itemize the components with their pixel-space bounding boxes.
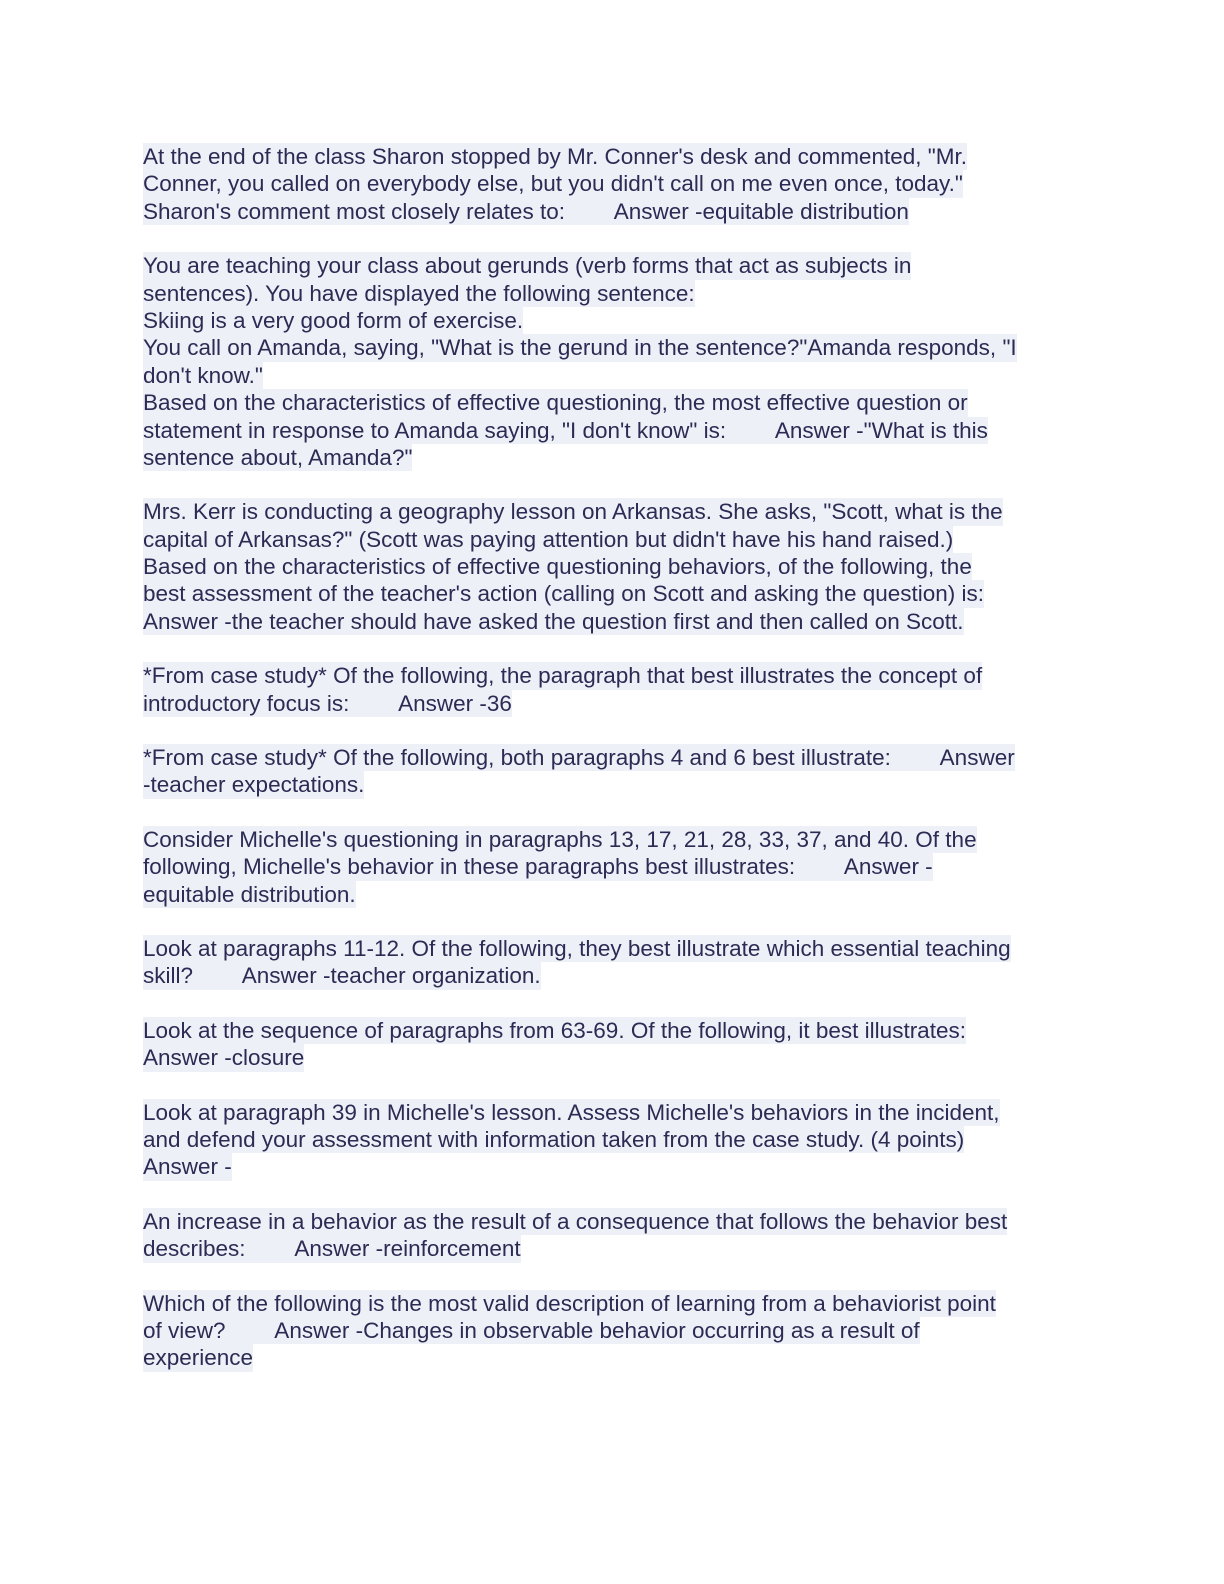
text-line: Look at paragraph 39 in Michelle's lesson. Assess Michelle's behaviors in the incident, bbox=[143, 1099, 1000, 1125]
text-line: Based on the characteristics of effective questioning behaviors, of the following, the bbox=[143, 554, 972, 580]
text-line: Answer -the teacher should have asked the question first and then called on Scott. bbox=[143, 608, 964, 634]
text-line: Look at paragraphs 11-12. Of the following, they best illustrate which essential teaching bbox=[143, 935, 1011, 961]
question-paragraph bbox=[143, 662, 1083, 717]
text-line: Answer -closure bbox=[143, 1045, 305, 1071]
text-line: -teacher expectations. bbox=[143, 772, 365, 798]
question-paragraph bbox=[143, 1017, 1083, 1072]
question-paragraph bbox=[143, 498, 1083, 635]
question-paragraph bbox=[143, 1099, 1083, 1181]
text-line: You are teaching your class about gerunds (verb forms that act as subjects in bbox=[143, 253, 912, 279]
text-line: experience bbox=[143, 1345, 254, 1371]
text-line: equitable distribution. bbox=[143, 881, 356, 907]
text-line: *From case study* Of the following, both paragraphs 4 and 6 best illustrate: Answer bbox=[143, 745, 1015, 771]
text-line: Skiing is a very good form of exercise. bbox=[143, 307, 524, 333]
text-line: sentences). You have displayed the following sentence: bbox=[143, 280, 695, 306]
question-paragraph bbox=[143, 826, 1083, 908]
text-line: of view? Answer -Changes in observable behavior occurring as a result of bbox=[143, 1317, 920, 1343]
question-paragraph bbox=[143, 744, 1083, 799]
text-line: sentence about, Amanda?" bbox=[143, 444, 413, 470]
question-paragraph bbox=[143, 252, 1083, 471]
text-line: skill? Answer -teacher organization. bbox=[143, 963, 541, 989]
text-line: following, Michelle's behavior in these paragraphs best illustrates: Answer - bbox=[143, 854, 933, 880]
text-line: and defend your assessment with information taken from the case study. (4 points) bbox=[143, 1126, 965, 1152]
text-line: Consider Michelle's questioning in paragraphs 13, 17, 21, 28, 33, 37, and 40. Of the bbox=[143, 826, 977, 852]
text-line: capital of Arkansas?" (Scott was paying attention but didn't have his hand raised.) bbox=[143, 526, 954, 552]
text-line: describes: Answer -reinforcement bbox=[143, 1236, 521, 1262]
question-paragraph bbox=[143, 1290, 1083, 1372]
question-paragraph bbox=[143, 935, 1083, 990]
text-line: An increase in a behavior as the result of a consequence that follows the behavior best bbox=[143, 1208, 1008, 1234]
text-line: best assessment of the teacher's action (calling on Scott and asking the question) is: bbox=[143, 581, 985, 607]
text-line: introductory focus is: Answer -36 bbox=[143, 690, 512, 716]
question-paragraph bbox=[143, 1208, 1083, 1263]
question-paragraph bbox=[143, 143, 1083, 225]
text-line: Conner, you called on everybody else, but you didn't call on me even once, today." bbox=[143, 171, 963, 197]
text-line: Mrs. Kerr is conducting a geography lesson on Arkansas. She asks, "Scott, what is the bbox=[143, 499, 1003, 525]
text-line: Which of the following is the most valid description of learning from a behaviorist point bbox=[143, 1290, 996, 1316]
text-line: Answer - bbox=[143, 1154, 232, 1180]
text-line: At the end of the class Sharon stopped by Mr. Conner's desk and commented, "Mr. bbox=[143, 144, 967, 169]
text-line: Based on the characteristics of effective questioning, the most effective question or bbox=[143, 390, 968, 416]
text-line: statement in response to Amanda saying, "I don't know" is: Answer -"What is this bbox=[143, 417, 988, 443]
text-line: *From case study* Of the following, the paragraph that best illustrates the concept of bbox=[143, 663, 983, 689]
text-line: You call on Amanda, saying, "What is the gerund in the sentence?"Amanda responds, "I bbox=[143, 335, 1017, 361]
text-line: Look at the sequence of paragraphs from 63-69. Of the following, it best illustrates: bbox=[143, 1017, 966, 1043]
text-line: Sharon's comment most closely relates to: Answer -equitable distribution bbox=[143, 198, 909, 224]
text-line: don't know." bbox=[143, 362, 263, 388]
document-page bbox=[143, 143, 1083, 1399]
